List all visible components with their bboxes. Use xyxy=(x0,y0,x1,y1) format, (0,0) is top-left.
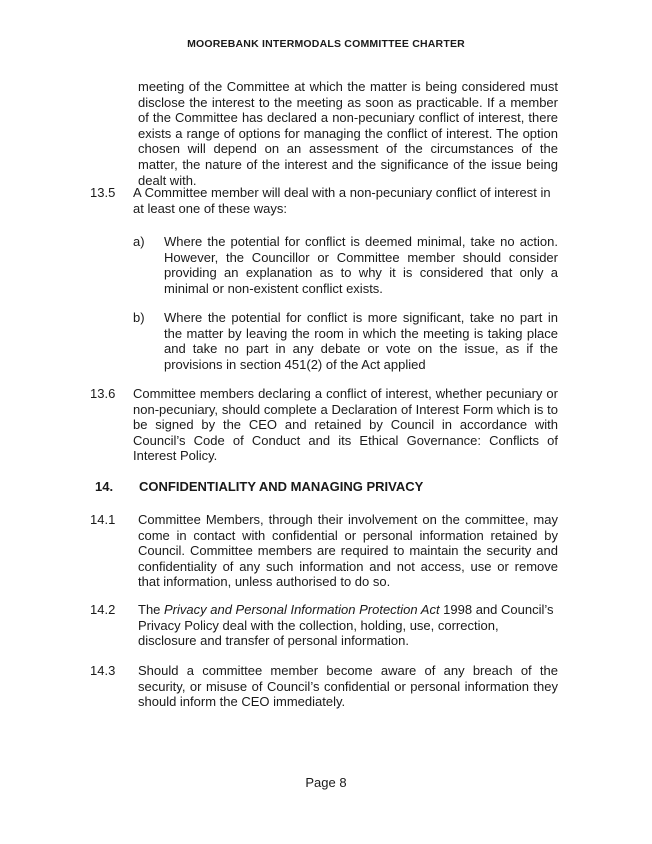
clause-14-2-post: 1998 and Council’s Privacy Policy deal with the collection, holding, use, correction, disclosure and transfer of personal information. xyxy=(138,602,554,649)
clause-13-6-text: Committee members declaring a conflict of interest, whether pecuniary or non-pecuniary, should complete a Declaration of Interest Form which is to be signed by the CEO and retained by Council in accordance with Council’s Code of Conduct and its Ethical Governance: Conflicts of Interest Policy. xyxy=(133,386,558,464)
item-a-text: Where the potential for conflict is deemed minimal, take no action. However, the Councillor or Committee member should consider providing an explanation as to why it is considered that only a minimal or non-existent conflict exists. xyxy=(164,234,558,296)
item-b-text: Where the potential for conflict is more significant, take no part in the matter by leaving the room in which the meeting is taking place and take no part in any debate or vote on the issue, as if the provisions in section 451(2) of the Act applied xyxy=(164,310,558,372)
clause-number-14-1: 14.1 xyxy=(90,512,116,527)
clause-14-2-pre: The xyxy=(138,602,165,617)
clause-14-3-text: Should a committee member become aware of any breach of the security, or misuse of Council’s confidential or personal information they should inform the CEO immediately. xyxy=(138,663,558,710)
clause-14-2-act-title: Privacy and Personal Information Protection Act xyxy=(164,602,440,617)
section-14-number: 14. xyxy=(95,479,114,494)
clause-number-14-3: 14.3 xyxy=(90,663,116,678)
page-number: Page 8 xyxy=(305,775,347,790)
item-a-label: a) xyxy=(133,234,145,249)
continuation-paragraph: meeting of the Committee at which the matter is being considered must disclose the interest to the meeting as soon as practicable. If a member of the Committee has declared a non-pecuniary conflict of interest, there exists a range of options for managing the conflict of interest. The option chosen will depend on an assessment of the circumstances of the matter, the nature of the interest and the significance of the issue being dealt with. xyxy=(138,79,558,188)
document-header: MOOREBANK INTERMODALS COMMITTEE CHARTER xyxy=(187,38,465,50)
clause-number-14-2: 14.2 xyxy=(90,602,116,617)
clause-number-13-6: 13.6 xyxy=(90,386,116,401)
item-b-label: b) xyxy=(133,310,145,325)
clause-14-1-text: Committee Members, through their involvement on the committee, may come in contact with confidential or personal information retained by Council. Committee members are required to maintain the security and confidentiality of any such information and not access, use or remove that information, unless authorised to do so. xyxy=(138,512,558,590)
section-14-title: CONFIDENTIALITY AND MANAGING PRIVACY xyxy=(139,479,424,494)
clause-number-13-5: 13.5 xyxy=(90,185,116,200)
clause-13-5-text: A Committee member will deal with a non-pecuniary conflict of interest in at least one of these ways: xyxy=(133,185,551,216)
clause-14-2-text xyxy=(138,602,558,649)
